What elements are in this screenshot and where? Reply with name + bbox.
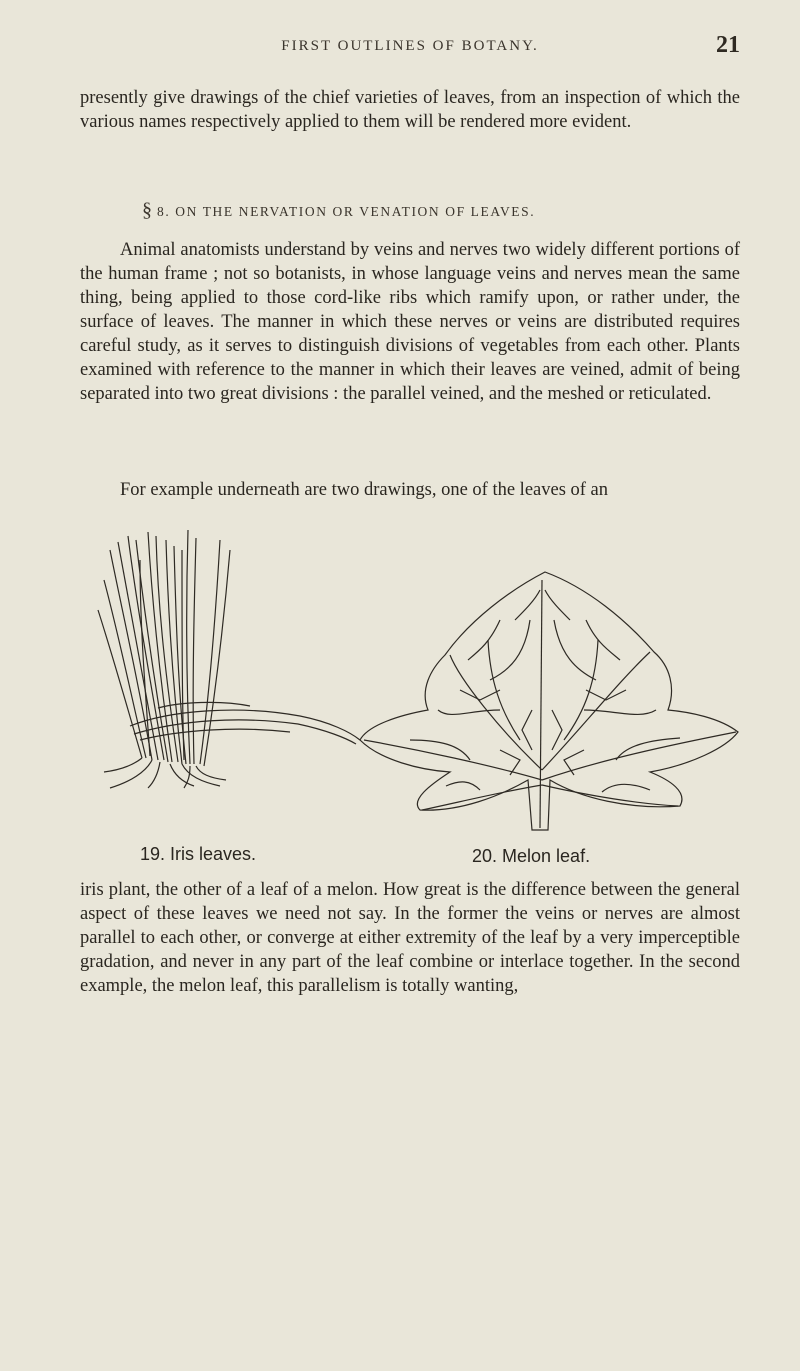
intro-paragraph — [80, 86, 740, 134]
figure-19-caption: 19. Iris leaves. — [140, 844, 257, 864]
section-heading — [142, 199, 535, 222]
section-title: 8. ON THE NERVATION OR VENATION OF LEAVES. — [156, 204, 536, 219]
figure-20-caption: 20. Melon leaf. — [472, 846, 591, 866]
running-head: FIRST OUTLINES OF BOTANY. — [281, 38, 539, 54]
melon-leaf-illustration — [350, 560, 750, 840]
paragraph-2: For example underneath are two drawings, one of the leaves of an — [120, 480, 609, 500]
paragraph-3: iris plant, the other of a leaf of a melon. How great is the difference between the general aspect of these leaves we need not say. In the former the veins or nerves are almost parallel to each other, or converge at either extremity of the leaf by a very imperceptible gradation, and never in any part of the leaf combine or interlace together. In the second example, the melon leaf, this parallelism is totally wanting, — [80, 880, 740, 996]
intro-text: presently give drawings of the chief varieties of leaves, from an inspection of which the various names respectively applied to them will be rendered more evident. — [80, 88, 740, 132]
paragraph-1: Animal anatomists understand by veins and nerves two widely different portions of the human frame ; not so botanists, in whose language veins and nerves mean the same thing, being applied to those cord-like ribs which ramify upon, or rather under, the surface of leaves. The manner in which these nerves or veins are distributed requires careful study, as it serves to distinguish divisions of vegetables from each other. Plants examined with reference to the manner in which their leaves are veined, admit of being separated into two great divisions : the parallel veined, and the meshed or reticulated. — [80, 240, 740, 404]
body-paragraph-3 — [80, 878, 740, 998]
page-number: 21 — [716, 32, 740, 58]
body-paragraph-1 — [80, 238, 740, 406]
iris-leaves-illustration — [70, 520, 390, 790]
body-paragraph-2 — [80, 478, 740, 502]
page-header — [80, 32, 740, 66]
section-mark: § — [142, 199, 152, 221]
